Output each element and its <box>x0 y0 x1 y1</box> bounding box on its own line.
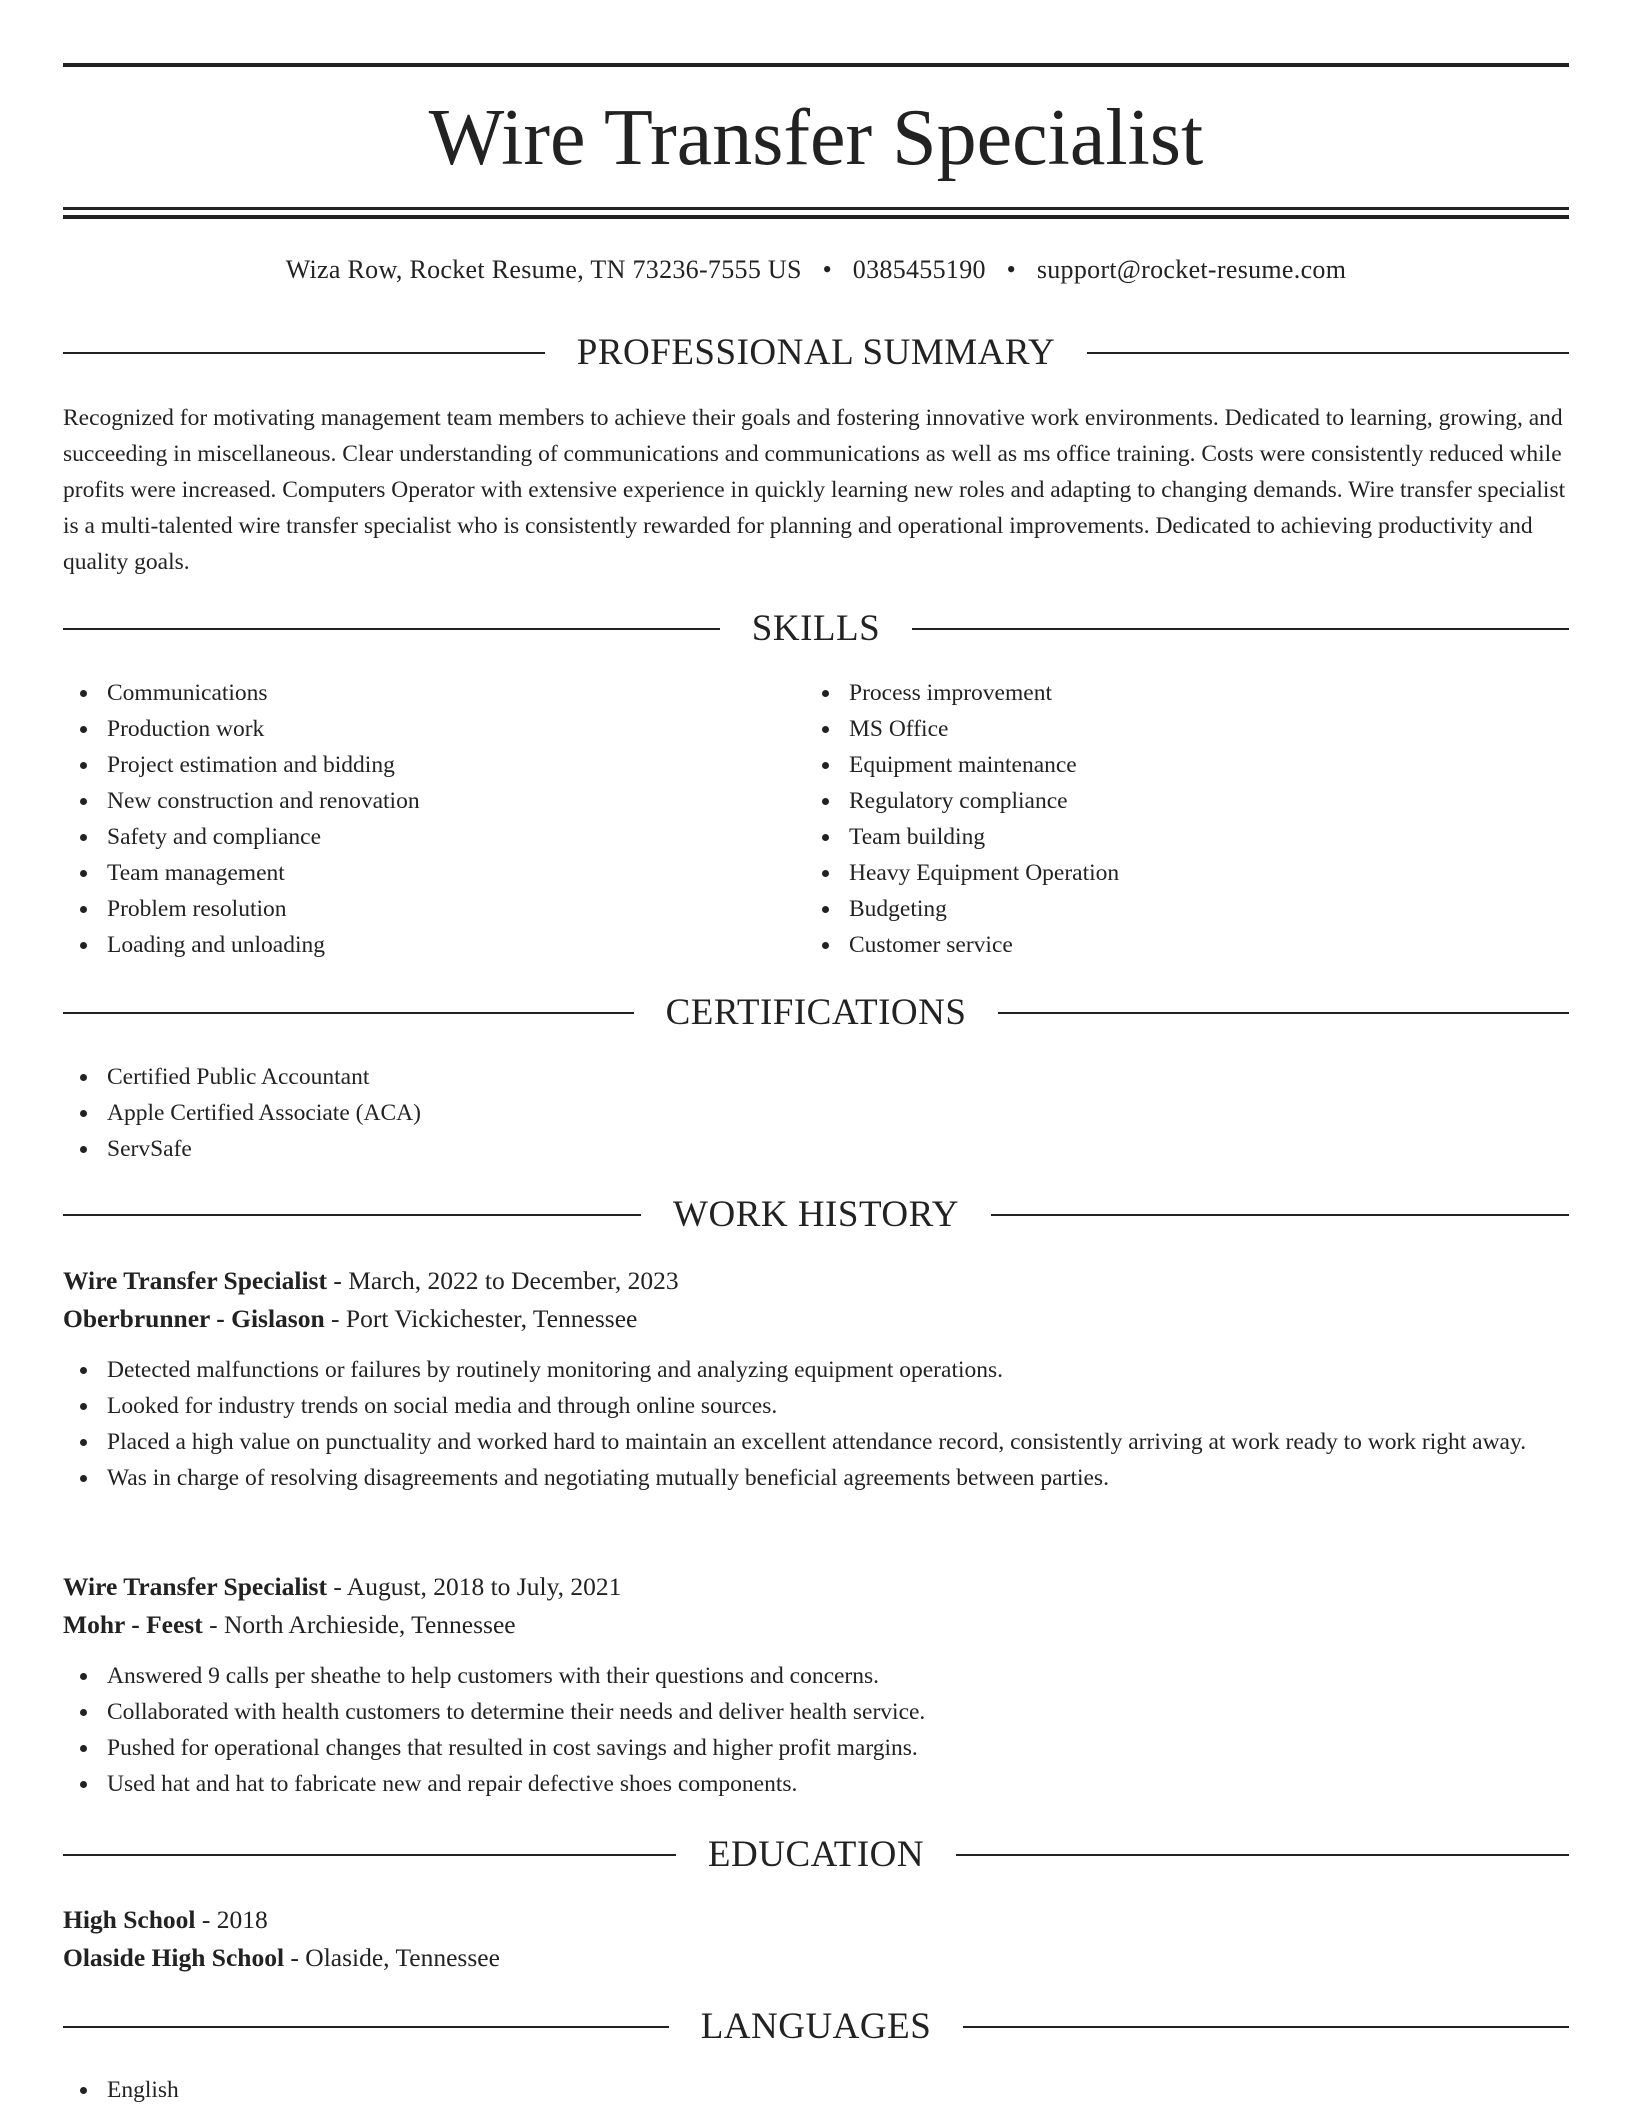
skill-item: Safety and compliance <box>63 819 763 855</box>
skill-item: MS Office <box>805 711 1505 747</box>
heading-rule <box>63 628 720 630</box>
job-title-line <box>63 1262 1569 1300</box>
section-heading-work-history <box>63 1192 1569 1238</box>
language-item: English <box>63 2072 1569 2108</box>
certification-item: Certified Public Accountant <box>63 1059 1569 1095</box>
skill-item: Project estimation and bidding <box>63 747 763 783</box>
skill-item: Loading and unloading <box>63 927 763 963</box>
job-bullet: Pushed for operational changes that resulted in cost savings and higher profit margins. <box>63 1730 1569 1766</box>
summary-text: Recognized for motivating management team members to achieve their goals and fostering innovative work environments. Dedicated to learning, growing, and succeeding in miscellaneous. Clear understanding of communications and communications as well as ms office training. Costs were consistently reduced while profits were increased. Computers Operator with extensive experience in quickly learning new roles and adapting to changing demands. Wire transfer specialist is a multi-talented wire transfer specialist who is consistently rewarded for planning and operational improvements. Dedicated to achieving productivity and quality goals. <box>63 405 1566 575</box>
skill-item: Team building <box>805 819 1505 855</box>
certification-item: Apple Certified Associate (ACA) <box>63 1095 1569 1131</box>
section-title: SKILLS <box>751 608 881 649</box>
job-bullets <box>63 1352 1569 1496</box>
heading-rule <box>998 1012 1569 1014</box>
skill-item: Team management <box>63 855 763 891</box>
resume-title: Wire Transfer Specialist <box>428 94 1204 182</box>
skill-item: Heavy Equipment Operation <box>805 855 1505 891</box>
education-entry <box>63 1901 1569 1977</box>
section-heading-skills <box>63 606 1569 652</box>
job-bullet: Detected malfunctions or failures by routinely monitoring and analyzing equipment operations. <box>63 1352 1569 1388</box>
job-location: - North Archieside, Tennessee <box>202 1610 516 1639</box>
heading-rule <box>1087 352 1569 354</box>
contact-phone: 0385455190 <box>852 255 986 284</box>
heading-rule <box>912 628 1569 630</box>
section-title: EDUCATION <box>707 1834 925 1875</box>
contact-separator: • <box>1006 255 1017 284</box>
job-title: Wire Transfer Specialist <box>63 1572 327 1601</box>
education-year: - 2018 <box>195 1905 268 1934</box>
title-double-rule <box>63 207 1569 219</box>
job-company: Mohr - Feest <box>63 1610 203 1639</box>
job-company: Oberbrunner - Gislason <box>63 1304 325 1333</box>
job-bullet: Looked for industry trends on social media and through online sources. <box>63 1388 1569 1424</box>
heading-rule <box>63 1214 641 1216</box>
job-location: - Port Vickichester, Tennessee <box>324 1304 638 1333</box>
job-dates: - March, 2022 to December, 2023 <box>326 1266 679 1295</box>
education-location: - Olaside, Tennessee <box>284 1943 500 1972</box>
languages-list <box>63 2072 1569 2108</box>
contact-line <box>63 252 1569 288</box>
job-company-line <box>63 1606 1569 1644</box>
section-heading-languages <box>63 2004 1569 2050</box>
certifications-list <box>63 1059 1569 1167</box>
job-entry <box>63 1262 1569 1496</box>
education-degree-line <box>63 1901 1569 1939</box>
heading-rule <box>63 1012 634 1014</box>
education-school-line <box>63 1939 1569 1977</box>
job-entry <box>63 1568 1569 1802</box>
job-title-line <box>63 1568 1569 1606</box>
job-bullets <box>63 1658 1569 1802</box>
section-title: LANGUAGES <box>700 2006 932 2047</box>
heading-rule <box>963 2026 1569 2028</box>
heading-rule <box>956 1854 1569 1856</box>
contact-separator: • <box>822 255 832 284</box>
job-bullet: Answered 9 calls per sheathe to help customers with their questions and concerns. <box>63 1658 1569 1694</box>
job-company-line <box>63 1300 1569 1338</box>
section-heading-summary <box>63 330 1569 376</box>
contact-address: Wiza Row, Rocket Resume, TN 73236-7555 US <box>285 255 802 284</box>
section-heading-education <box>63 1832 1569 1878</box>
top-rule <box>63 63 1569 67</box>
skill-item: Customer service <box>805 927 1505 963</box>
skill-item: New construction and renovation <box>63 783 763 819</box>
section-title: CERTIFICATIONS <box>665 992 967 1033</box>
job-bullet: Used hat and hat to fabricate new and repair defective shoes components. <box>63 1766 1569 1802</box>
skill-item: Equipment maintenance <box>805 747 1505 783</box>
job-bullet: Was in charge of resolving disagreements and negotiating mutually beneficial agreements between parties. <box>63 1460 1569 1496</box>
skill-item: Problem resolution <box>63 891 763 927</box>
section-heading-certifications <box>63 990 1569 1036</box>
skill-item: Budgeting <box>805 891 1505 927</box>
education-degree: High School <box>63 1905 196 1934</box>
section-title: PROFESSIONAL SUMMARY <box>576 332 1056 373</box>
skill-item: Communications <box>63 675 763 711</box>
heading-rule <box>63 2026 669 2028</box>
skills-list-right <box>805 675 1505 963</box>
skill-item: Process improvement <box>805 675 1505 711</box>
job-dates: - August, 2018 to July, 2021 <box>326 1572 622 1601</box>
heading-rule <box>63 352 545 354</box>
heading-rule <box>991 1214 1569 1216</box>
skills-list-left <box>63 675 763 963</box>
heading-rule <box>63 1854 676 1856</box>
job-title: Wire Transfer Specialist <box>63 1266 327 1295</box>
skill-item: Production work <box>63 711 763 747</box>
certification-item: ServSafe <box>63 1131 1569 1167</box>
section-title: WORK HISTORY <box>673 1194 959 1235</box>
skill-item: Regulatory compliance <box>805 783 1505 819</box>
contact-email: support@rocket-resume.com <box>1036 255 1347 284</box>
education-school: Olaside High School <box>63 1943 285 1972</box>
job-bullet: Placed a high value on punctuality and worked hard to maintain an excellent attendance record, consistently arriving at work ready to work right away. <box>63 1424 1569 1460</box>
job-bullet: Collaborated with health customers to determine their needs and deliver health service. <box>63 1694 1569 1730</box>
